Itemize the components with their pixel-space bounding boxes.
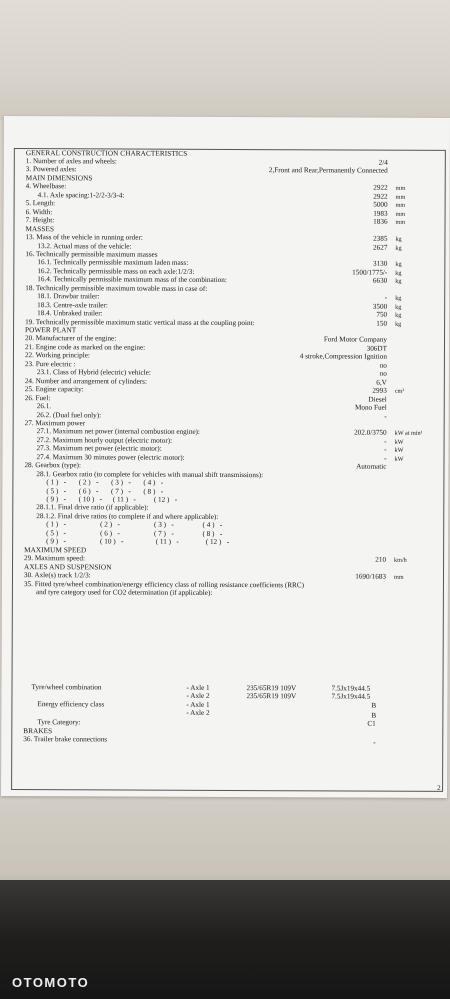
energy-class-label: Energy efficiency class (37, 700, 105, 709)
energy-axle2-class: B (371, 711, 377, 720)
spec-unit: kg (395, 311, 402, 319)
spec-label: ( 1 ) - ( 2 ) - ( 3 ) - ( 4 ) - (46, 478, 164, 487)
spec-label: 27. Maximum power (24, 419, 86, 428)
spec-value: 750 (376, 310, 388, 319)
brakes-heading: BRAKES (23, 727, 53, 736)
tyre-axle1-label: - Axle 1 (186, 683, 210, 692)
spec-value: 150 (376, 319, 388, 328)
spec-unit: kg (395, 278, 402, 286)
spec-label: ( 9 ) - ( 10 ) - ( 11 ) - ( 12 ) - (46, 495, 178, 504)
spec-value: 1690/1683 (355, 572, 387, 581)
trailer-brake-label: 36. Trailer brake connections (23, 735, 108, 744)
spec-label: 26. Fuel: (24, 393, 51, 402)
spec-label: 16.4. Technically permissible maximum mass of the combination: (37, 275, 227, 285)
spec-label: 18.3. Centre-axle trailer: (37, 300, 108, 310)
document-page (1, 116, 450, 798)
spec-unit: kg (395, 294, 402, 302)
spec-value: 2385 (373, 234, 388, 243)
spec-value: Diesel (368, 395, 387, 404)
spec-label: and tyre category used for CO2 determination (if applicable): (35, 588, 213, 597)
tyre-axle2-size: 235/65R19 109V (246, 692, 297, 701)
energy-axle1-class: B (371, 701, 377, 710)
spec-label: 27.4. Maximum 30 minutes power (electric motor): (36, 452, 185, 462)
spec-value: - (384, 293, 388, 302)
spec-label: 29. Maximum speed: (24, 554, 85, 563)
spec-unit: mm (395, 218, 406, 226)
spec-label: MASSES (25, 224, 55, 233)
energy-axle2-label: - Axle 2 (186, 708, 210, 717)
spec-unit: cm³ (394, 387, 405, 395)
spec-value: - (384, 454, 387, 463)
spec-value: 6630 (372, 276, 388, 285)
tyre-category-label: Tyre Category: (37, 718, 81, 727)
spec-unit: kg (395, 244, 402, 252)
spec-value: 4 stroke,Compression Ignition (299, 352, 387, 362)
spec-label: 13.2. Actual mass of the vehicle: (37, 241, 132, 251)
spec-value: 2993 (372, 386, 387, 395)
tyre-category-value: C1 (367, 719, 376, 728)
spec-label: 6. Width: (25, 207, 53, 216)
spec-label: POWER PLANT (25, 326, 77, 335)
spec-value: 6,V (376, 378, 387, 387)
spec-label: 21. Engine code as marked on the engine: (24, 342, 146, 352)
spec-unit: kg (395, 303, 402, 311)
spec-label: ( 5 ) - ( 6 ) - ( 7 ) - ( 8 ) - (46, 528, 223, 538)
spec-label: 23. Pure electric : (24, 359, 76, 369)
spec-label: 27.3. Maximum net power (electric motor): (36, 444, 162, 453)
spec-value: 3130 (372, 260, 388, 269)
document-title: GENERAL CONSTRUCTION CHARACTERISTICS (25, 149, 188, 158)
spec-value: 2627 (373, 243, 388, 252)
spec-label: 5. Length: (25, 199, 56, 208)
spec-label: 18.1. Drawbar trailer: (37, 292, 100, 301)
spec-label: 16.1. Technically permissible maximum laden mass: (37, 258, 189, 268)
spec-value: - (384, 437, 387, 446)
spec-value: no (379, 361, 387, 370)
spec-unit: kg (395, 269, 402, 277)
spec-label: ( 9 ) - ( 10 ) - ( 11 ) - ( 12 ) - (46, 537, 230, 547)
spec-unit: mm (395, 185, 406, 193)
spec-label: ( 5 ) - ( 6 ) - ( 7 ) - ( 8 ) - (46, 486, 164, 496)
spec-label: 24. Number and arrangement of cylinders: (24, 376, 148, 386)
trailer-brake-value: - (373, 738, 376, 747)
spec-unit: mm (395, 210, 406, 218)
spec-value: 2,Front and Rear,Permanently Connected (268, 166, 388, 176)
spec-label: 19. Technically permissible maximum static vertical mass at the coupling point: (25, 317, 255, 327)
spec-label: 28.1.1. Final drive ratio (if applicable): (36, 503, 149, 513)
spec-label: 28.1.2. Final drive ratios (to complete if and where applicable): (36, 512, 219, 521)
spec-label: AXLES AND SUSPENSION (24, 562, 112, 572)
spec-unit: mm (395, 193, 406, 201)
spec-label: 4. Wheelbase: (25, 182, 67, 191)
spec-value: 1983 (373, 209, 388, 218)
spec-label: 18. Technically permissible maximum towable mass in case of: (25, 283, 208, 293)
tyre-axle2-rim: 7.5Jx19x44.5 (331, 692, 371, 701)
spec-label: 25. Engine capacity: (24, 385, 84, 394)
spec-value: 202.0/3750 (354, 428, 387, 438)
spec-value: 2922 (373, 183, 388, 193)
spec-label: 22. Working principle: (24, 351, 90, 360)
spec-label: 35. Fitted tyre/wheel combination/energy efficiency class of rolling resistance coefficients (RRC) (23, 579, 305, 589)
tyre-axle1-rim: 7.5Jx19x44.5 (331, 684, 371, 693)
spec-label: ( 1 ) - ( 2 ) - ( 3 ) - ( 4 ) - (46, 520, 223, 530)
spec-unit: kW at min¹ (394, 430, 423, 438)
site-watermark: OTOMOTO (12, 975, 90, 990)
spec-unit: mm (393, 573, 404, 581)
spec-unit: kg (395, 261, 402, 269)
spec-value: no (379, 369, 387, 378)
spec-unit: kW (394, 438, 404, 446)
spec-value: Automatic (356, 462, 387, 471)
spec-value: Mono Fuel (354, 403, 387, 412)
spec-label: 28.1. Gearbox ratio (to complete for vehicles with manual shift transmissions): (36, 469, 264, 479)
spec-label: 28. Gearbox (type): (24, 461, 81, 470)
spec-label: 26.2. (Dual fuel only): (36, 410, 102, 419)
spec-label: 1. Number of axles and wheels: (25, 157, 117, 166)
tyre-axle2-label: - Axle 2 (186, 691, 210, 700)
spec-value: 1500/1775/- (352, 268, 388, 277)
energy-axle1-label: - Axle 1 (186, 700, 210, 709)
spec-label: 27.1. Maximum net power (internal combustion engine): (36, 427, 200, 437)
spec-label: 20. Manufacturer of the engine: (25, 334, 117, 343)
spec-unit: mm (395, 201, 406, 210)
spec-label: 16.2. Technically permissible mass on each axle:1/2/3: (37, 266, 195, 276)
spec-label: 26.1. (36, 402, 52, 411)
spec-label: 3. Powered axles: (25, 165, 77, 174)
spec-value: - (384, 412, 387, 421)
spec-label: 4.1. Axle spacing:1-2/2-3/3-4: (37, 190, 125, 200)
spec-value: 1836 (373, 217, 388, 226)
spec-value: 2/4 (378, 158, 388, 167)
spec-label: 23.1. Class of Hybrid (electric) vehicle: (36, 368, 151, 377)
spec-label: 7. Height: (25, 216, 55, 225)
spec-label: 18.4. Unbraked trailer: (37, 309, 103, 318)
spec-value: 210 (375, 555, 387, 564)
spec-value: 5000 (373, 200, 388, 209)
spec-label: MAXIMUM SPEED (24, 545, 87, 555)
spec-label: 16. Technically permissible maximum masses (25, 250, 158, 259)
spec-unit: kg (395, 320, 402, 328)
spec-unit: kg (395, 235, 402, 243)
table-surface-top (0, 0, 450, 120)
spec-label: 27.2. Maximum hourly output (electric motor): (36, 435, 173, 445)
spec-value: 3500 (372, 302, 388, 311)
tyre-combination-label: Tyre/wheel combination (31, 683, 102, 692)
spec-value: 2922 (373, 192, 388, 201)
spec-unit: km/h (394, 556, 407, 564)
spec-label: 30. Axle(s) track 1/2/3: (23, 571, 91, 580)
spec-value: - (384, 445, 387, 454)
spec-label: MAIN DIMENSIONS (25, 173, 93, 183)
page-number: 2 (437, 783, 441, 792)
spec-label: 13. Mass of the vehicle in running order: (25, 233, 143, 242)
tyre-axle1-size: 235/65R19 109V (246, 684, 297, 693)
spec-value: 306DT (366, 344, 388, 353)
spec-value: Ford Motor Company (323, 335, 388, 345)
spec-unit: kW (394, 447, 404, 455)
spec-unit: kW (394, 455, 404, 463)
